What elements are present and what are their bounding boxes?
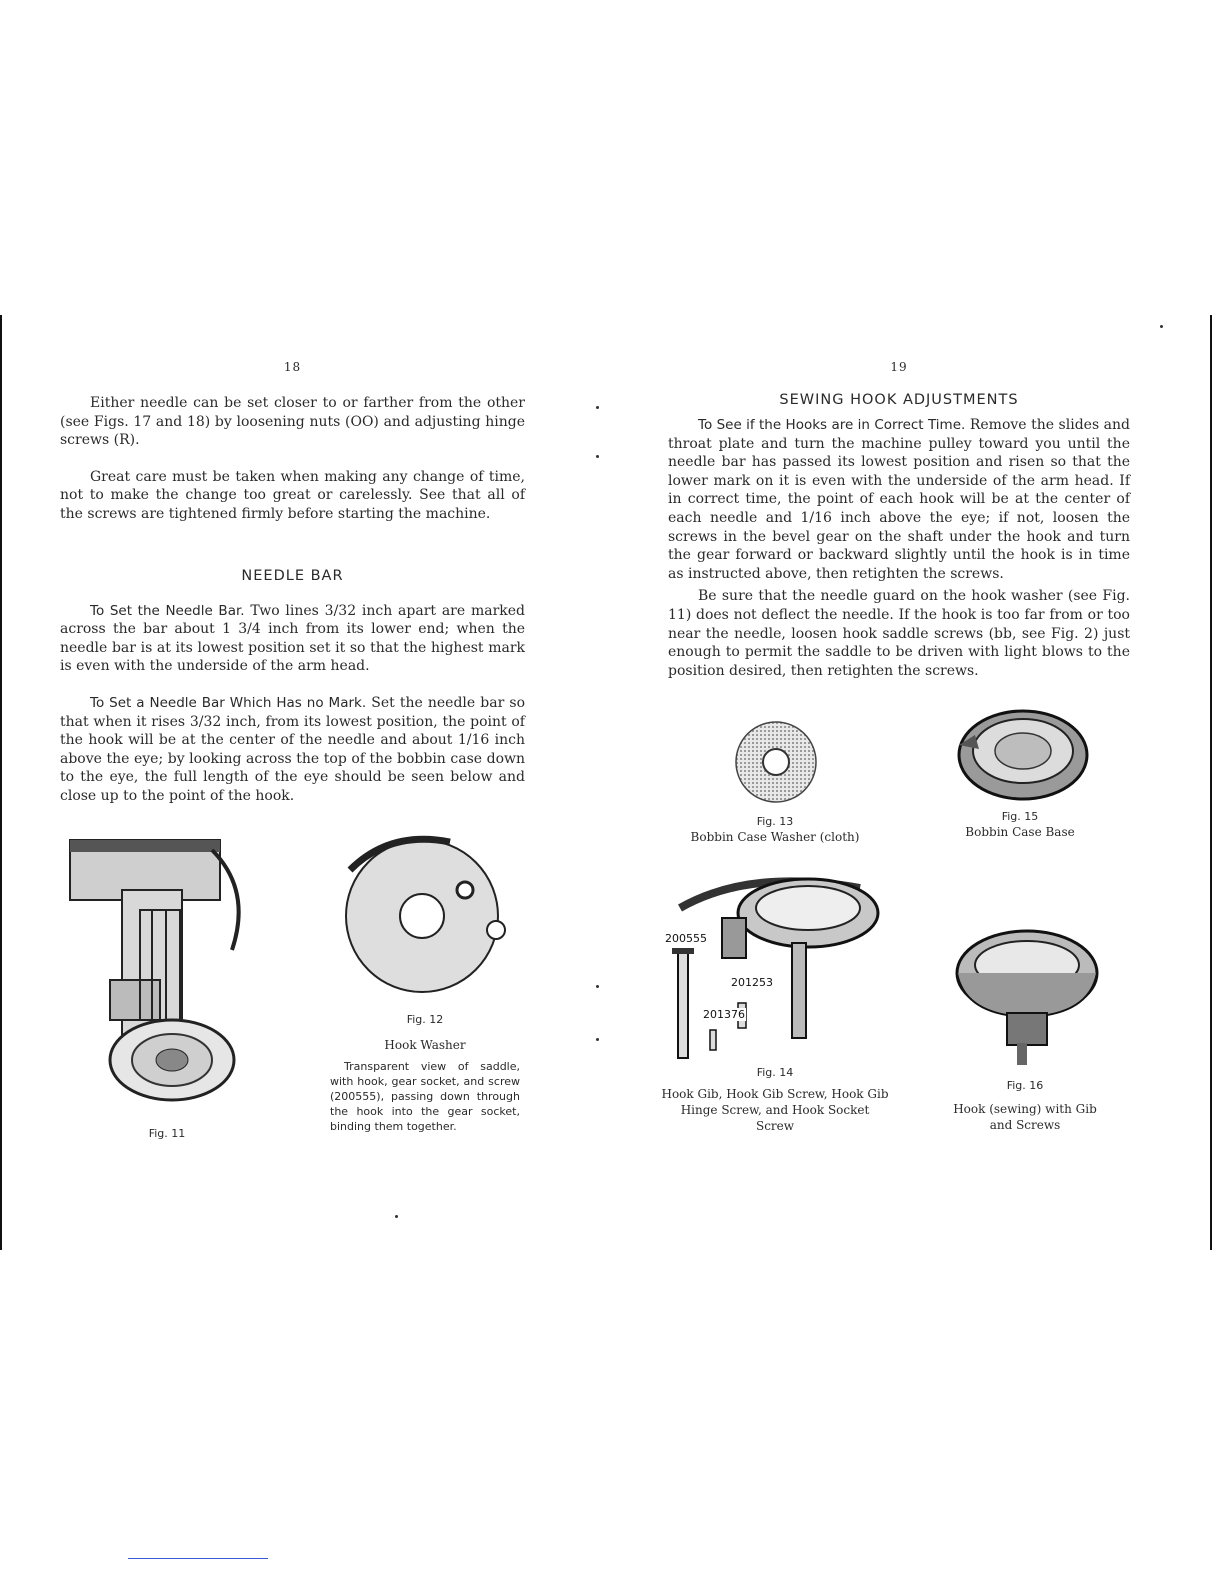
figure-description: Transparent view of saddle, with hook, gear socket, and screw (200555), passing down through the hook into the gear socket, binding them together. <box>330 1060 520 1133</box>
figure-label: Fig. 11 <box>148 1127 186 1140</box>
paragraph-set-needle-bar <box>60 602 525 676</box>
figure-title: Bobbin Case Base <box>965 825 1075 839</box>
bobbin-case-base-illustration <box>945 705 1095 805</box>
figure-12 <box>330 830 520 1134</box>
figure-16 <box>945 925 1105 1133</box>
scan-speck <box>596 455 599 458</box>
bobbin-case-washer-illustration <box>680 718 870 810</box>
scan-speck <box>596 406 599 409</box>
paragraph: Either needle can be set closer to or farther from the other (see Figs. 17 and 18) by loosening nuts (OO) and adjusting hinge screws (R). <box>60 395 525 449</box>
figure-15 <box>945 705 1095 840</box>
needle-guard-hook-illustration <box>62 830 272 1110</box>
figure-label: Fig. 12 <box>406 1013 444 1026</box>
scan-speck <box>1160 325 1163 328</box>
part-number-label: 200555 <box>665 932 707 945</box>
paragraph-hooks-in-time <box>668 416 1130 583</box>
scan-speck <box>395 1215 398 1218</box>
figure-13 <box>680 718 870 845</box>
scan-speck <box>596 1038 599 1041</box>
section-title: SEWING HOOK ADJUSTMENTS <box>779 392 1019 408</box>
hook-gib-screws-illustration <box>660 858 890 1063</box>
paragraph-no-mark <box>60 694 525 806</box>
right-page <box>668 360 1130 698</box>
part-number-label: 201376 <box>703 1008 745 1021</box>
scan-border-right <box>1210 315 1212 1250</box>
figure-11 <box>62 830 272 1140</box>
figure-title: Hook Washer <box>384 1038 466 1052</box>
hook-washer-illustration <box>330 830 520 1000</box>
figure-title: Hook Gib, Hook Gib Screw, Hook Gib Hinge Screw, and Hook Socket Screw <box>661 1087 889 1133</box>
paragraph-lead: To See if the Hooks are in Correct Time. <box>698 417 966 433</box>
figure-label: Fig. 13 <box>756 815 794 828</box>
figure-14 <box>660 858 890 1134</box>
footer-rule <box>128 1558 268 1559</box>
paragraph-text: Two lines 3/32 inch apart are marked across the bar about 1 3/4 inch from its lower end; when the needle bar is at its lowest position set it so that the highest mark is even with the underside of the arm head. <box>60 602 525 675</box>
figure-title: Hook (sewing) with Gib and Screws <box>953 1102 1097 1132</box>
figure-title: Bobbin Case Washer (cloth) <box>690 830 860 844</box>
paragraph-text: Remove the slides and throat plate and turn the machine pulley toward you until the needle bar has passed its lowest position and risen so that the lower mark on it is even with the underside of the arm head. If in correct time, the point of each hook will be at the center of each needle and 1/16 inch above the eye; if not, loosen the screws in the bevel gear on the shaft under the hook and turn the gear forward or backward slightly until the hook is in time as instructed above, then retighten the screws. <box>668 417 1130 582</box>
left-page <box>60 360 525 824</box>
paragraph-lead: To Set the Needle Bar. <box>90 602 245 619</box>
paragraph-needle-guard: Be sure that the needle guard on the hook washer (see Fig. 11) does not deflect the needle. If the hook is too far from or too near the needle, loosen hook saddle screws (bb, see Fig. 2) just enough to permit the saddle to be driven with light blows to the position desired, then retighten the screws. <box>668 588 1130 679</box>
figure-label: Fig. 16 <box>1006 1079 1044 1092</box>
figure-label: Fig. 15 <box>1001 810 1039 823</box>
paragraph-text: Set the needle bar so that when it rises 3/32 inch, from its lowest position, the point of the hook will be at the center of the needle and about 1/16 inch above the eye; by looking across the top of the bobbin case down to the eye, the full length of the eye should be seen below and close up to the point of the hook. <box>60 694 526 804</box>
page-number: 19 <box>890 360 908 374</box>
section-title: NEEDLE BAR <box>241 567 344 584</box>
paragraph: Great care must be taken when making any change of time, not to make the change too great or carelessly. See that all of the screws are tightened firmly before starting the machine. <box>60 468 525 522</box>
part-number-label: 201253 <box>731 976 773 989</box>
figure-label: Fig. 14 <box>756 1066 794 1079</box>
paragraph-lead: To Set a Needle Bar Which Has no Mark. <box>90 694 367 711</box>
sewing-hook-illustration <box>945 925 1105 1070</box>
page-number: 18 <box>283 360 302 374</box>
scan-border-left <box>0 315 2 1250</box>
scan-speck <box>596 985 599 988</box>
